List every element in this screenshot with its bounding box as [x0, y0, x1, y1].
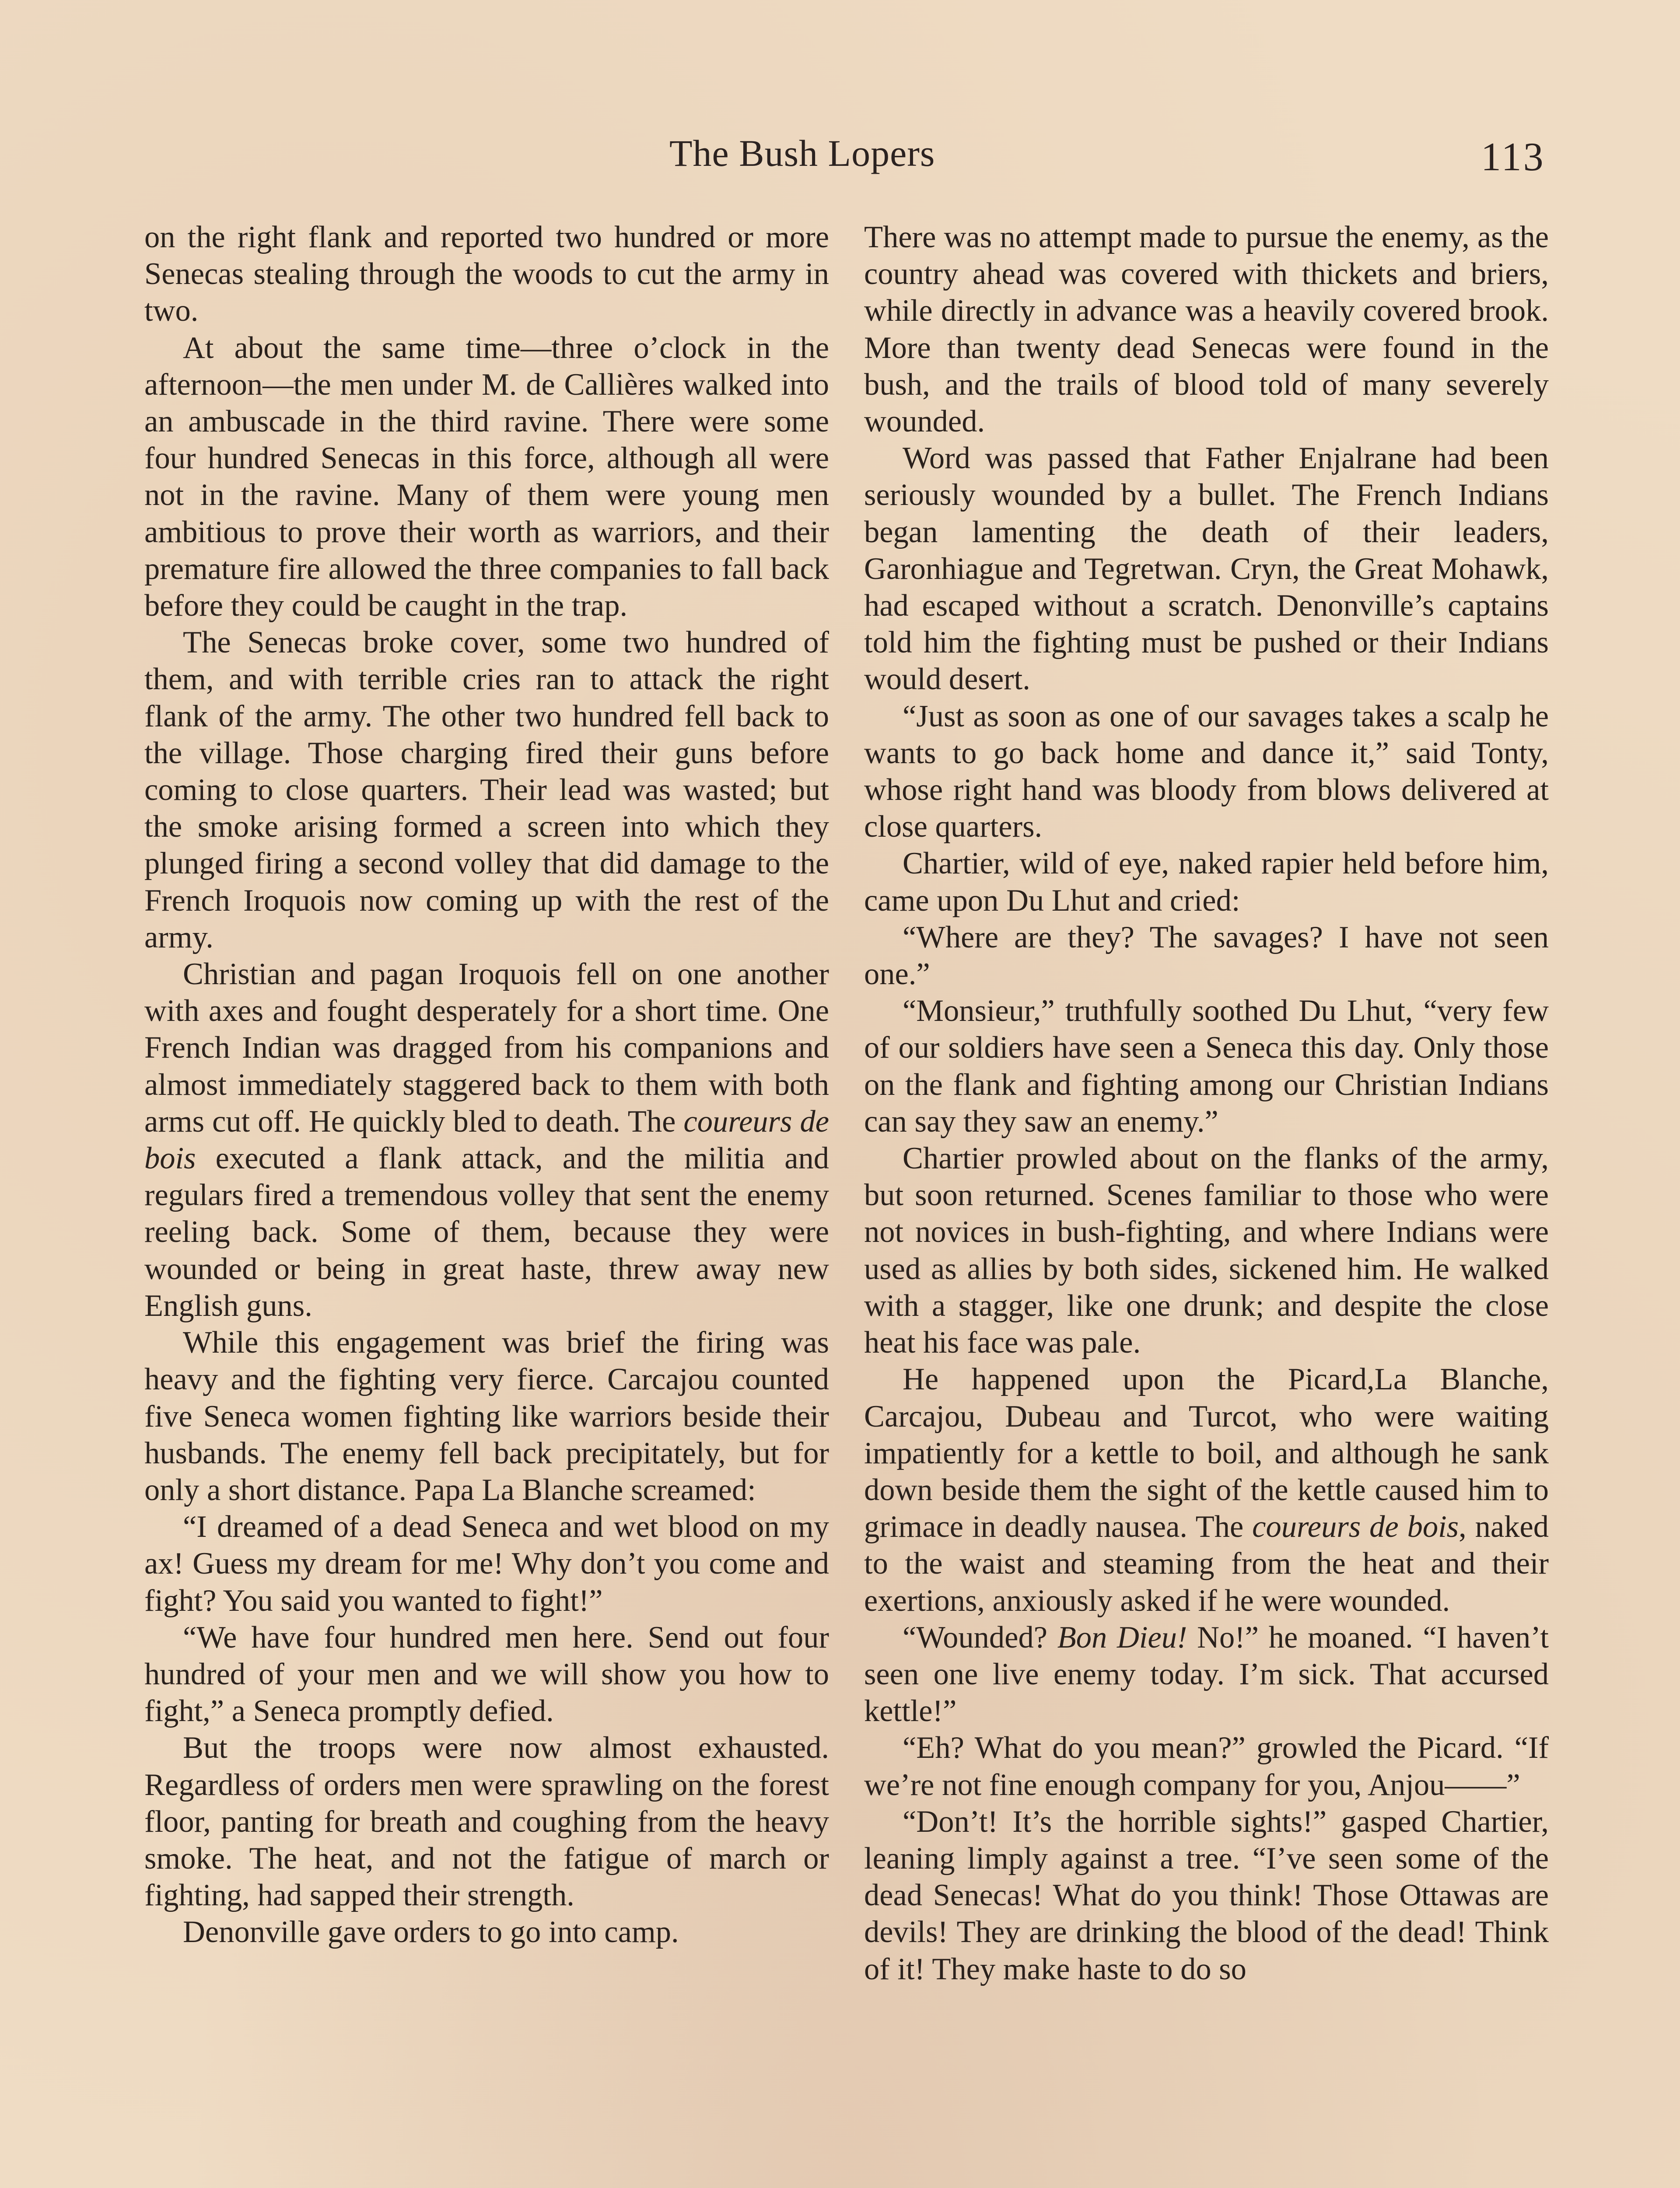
- paragraph: While this engagement was brief the firing was heavy and the fighting very fierce. Carcajou counted five Seneca women fighting like warriors beside their husbands. The enemy fell back precipitately, but for only a short distance. Papa La Blanche screamed:: [144, 1325, 829, 1507]
- text-run: , naked to the waist and steaming from the heat and their exertions, anxiously asked if he were wounded.: [864, 1510, 1549, 1618]
- paragraph: Word was passed that Father Enjalrane had been seriously wounded by a bullet. The French Indians began lamenting the death of their leaders, Garonhiague and Tegretwan. Cryn, the Great Mohawk, had escaped without a scratch. Denonville’s captains told him the fighting must be pushed or their Indians would desert.: [864, 441, 1549, 697]
- text-run: executed a flank attack, and the militia and regulars fired a tremendous volley that sent the enemy reeling back. Some of them, because they were wounded or being in great haste, threw away new English guns.: [144, 1141, 829, 1323]
- paragraph: “We have four hundred men here. Send out four hundred of your men and we will show you how to fight,” a Seneca promptly defied.: [144, 1620, 829, 1729]
- text-run: No!” he moaned. “I haven’t seen one live enemy today. I’m sick. That accursed kettle!”: [864, 1620, 1549, 1729]
- text-run: Christian and pagan Iroquois fell on one another with axes and fought desperately for a short time. One French Indian was dragged from his companions and almost immediately staggered back to them with both arms cut off. He quickly bled to death. The: [144, 957, 829, 1139]
- paragraph: on the right flank and reported two hundred or more Senecas stealing through the woods to cut the army in two.: [144, 220, 829, 328]
- paragraph: “I dreamed of a dead Seneca and wet blood on my ax! Guess my dream for me! Why don’t you come and fight? You said you wanted to fight!”: [144, 1510, 829, 1618]
- paragraph: “Monsieur,” truthfully soothed Du Lhut, “very few of our soldiers have seen a Seneca this day. Only those on the flank and fighting among our Christian Indians can say they saw an enemy.”: [864, 994, 1549, 1139]
- paragraph: “Eh? What do you mean?” growled the Picard. “If we’re not fine enough company for you, Anjou——”: [864, 1731, 1549, 1802]
- page-number: 113: [1481, 134, 1545, 179]
- paragraph: At about the same time—three o’clock in the afternoon—the men under M. de Callières walked into an ambuscade in the third ravine. There were some four hundred Senecas in this force, although all were not in the ravine. Many of them were young men ambitious to prove their worth as warriors, and their premature fire allowed the three companies to fall back before they could be caught in the trap.: [144, 330, 829, 623]
- italic-phrase: coureurs de bois: [144, 1104, 829, 1176]
- paragraph: There was no attempt made to pursue the enemy, as the country ahead was covered with thickets and briers, while directly in advance was a heavily covered brook. More than twenty dead Senecas were found in the bush, and the trails of blood told of many severely wounded.: [864, 220, 1549, 439]
- paragraph: Chartier prowled about on the flanks of the army, but soon returned. Scenes familiar to those who were not novices in bush-fighting, and where Indians were used as allies by both sides, sickened him. He walked with a stagger, like one drunk; and despite the close heat his face was pale.: [864, 1141, 1549, 1360]
- right-column: [864, 219, 1549, 1988]
- paragraph: Chartier, wild of eye, naked rapier held before him, came upon Du Lhut and cried:: [864, 846, 1549, 918]
- italic-phrase: coureurs de bois: [1252, 1510, 1459, 1544]
- text-run: He happened upon the Picard,La Blanche, Carcajou, Dubeau and Turcot, who were waiting impatiently for a kettle to boil, and although he sank down beside them the sight of the kettle caused him to grimace in deadly nausea. The: [864, 1362, 1549, 1544]
- paragraph: The Senecas broke cover, some two hundred of them, and with terrible cries ran to attack the right flank of the army. The other two hundred fell back to the village. Those charging fired their guns before coming to close quarters. Their lead was wasted; but the smoke arising formed a screen into which they plunged firing a second volley that did damage to the French Iroquois now coming up with the rest of the army.: [144, 625, 829, 954]
- italic-phrase: Bon Dieu!: [1057, 1620, 1187, 1655]
- paragraph: But the troops were now almost exhausted. Regardless of orders men were sprawling on the forest floor, panting for breath and coughing from the heavy smoke. The heat, and not the fatigue of march or fighting, had sapped their strength.: [144, 1731, 829, 1913]
- paragraph: Denonville gave orders to go into camp.: [183, 1915, 679, 1950]
- paragraph: “Don’t! It’s the horrible sights!” gasped Chartier, leaning limply against a tree. “I’ve seen some of the dead Senecas! What do you think! Those Ottawas are devils! They are drinking the blood of the dead! Think of it! They make haste to do so: [864, 1804, 1549, 1986]
- left-column: [144, 219, 829, 1951]
- running-title: The Bush Lopers: [669, 132, 935, 174]
- paragraph: [144, 956, 829, 1324]
- paragraph: [864, 1619, 1549, 1730]
- paragraph: “Just as soon as one of our savages takes a scalp he wants to go back home and dance it,” said Tonty, whose right hand was bloody from blows delivered at close quarters.: [864, 699, 1549, 844]
- paragraph: “Where are they? The savages? I have not seen one.”: [864, 920, 1549, 992]
- text-run: “Wounded?: [903, 1620, 1057, 1655]
- paragraph: [864, 1361, 1549, 1619]
